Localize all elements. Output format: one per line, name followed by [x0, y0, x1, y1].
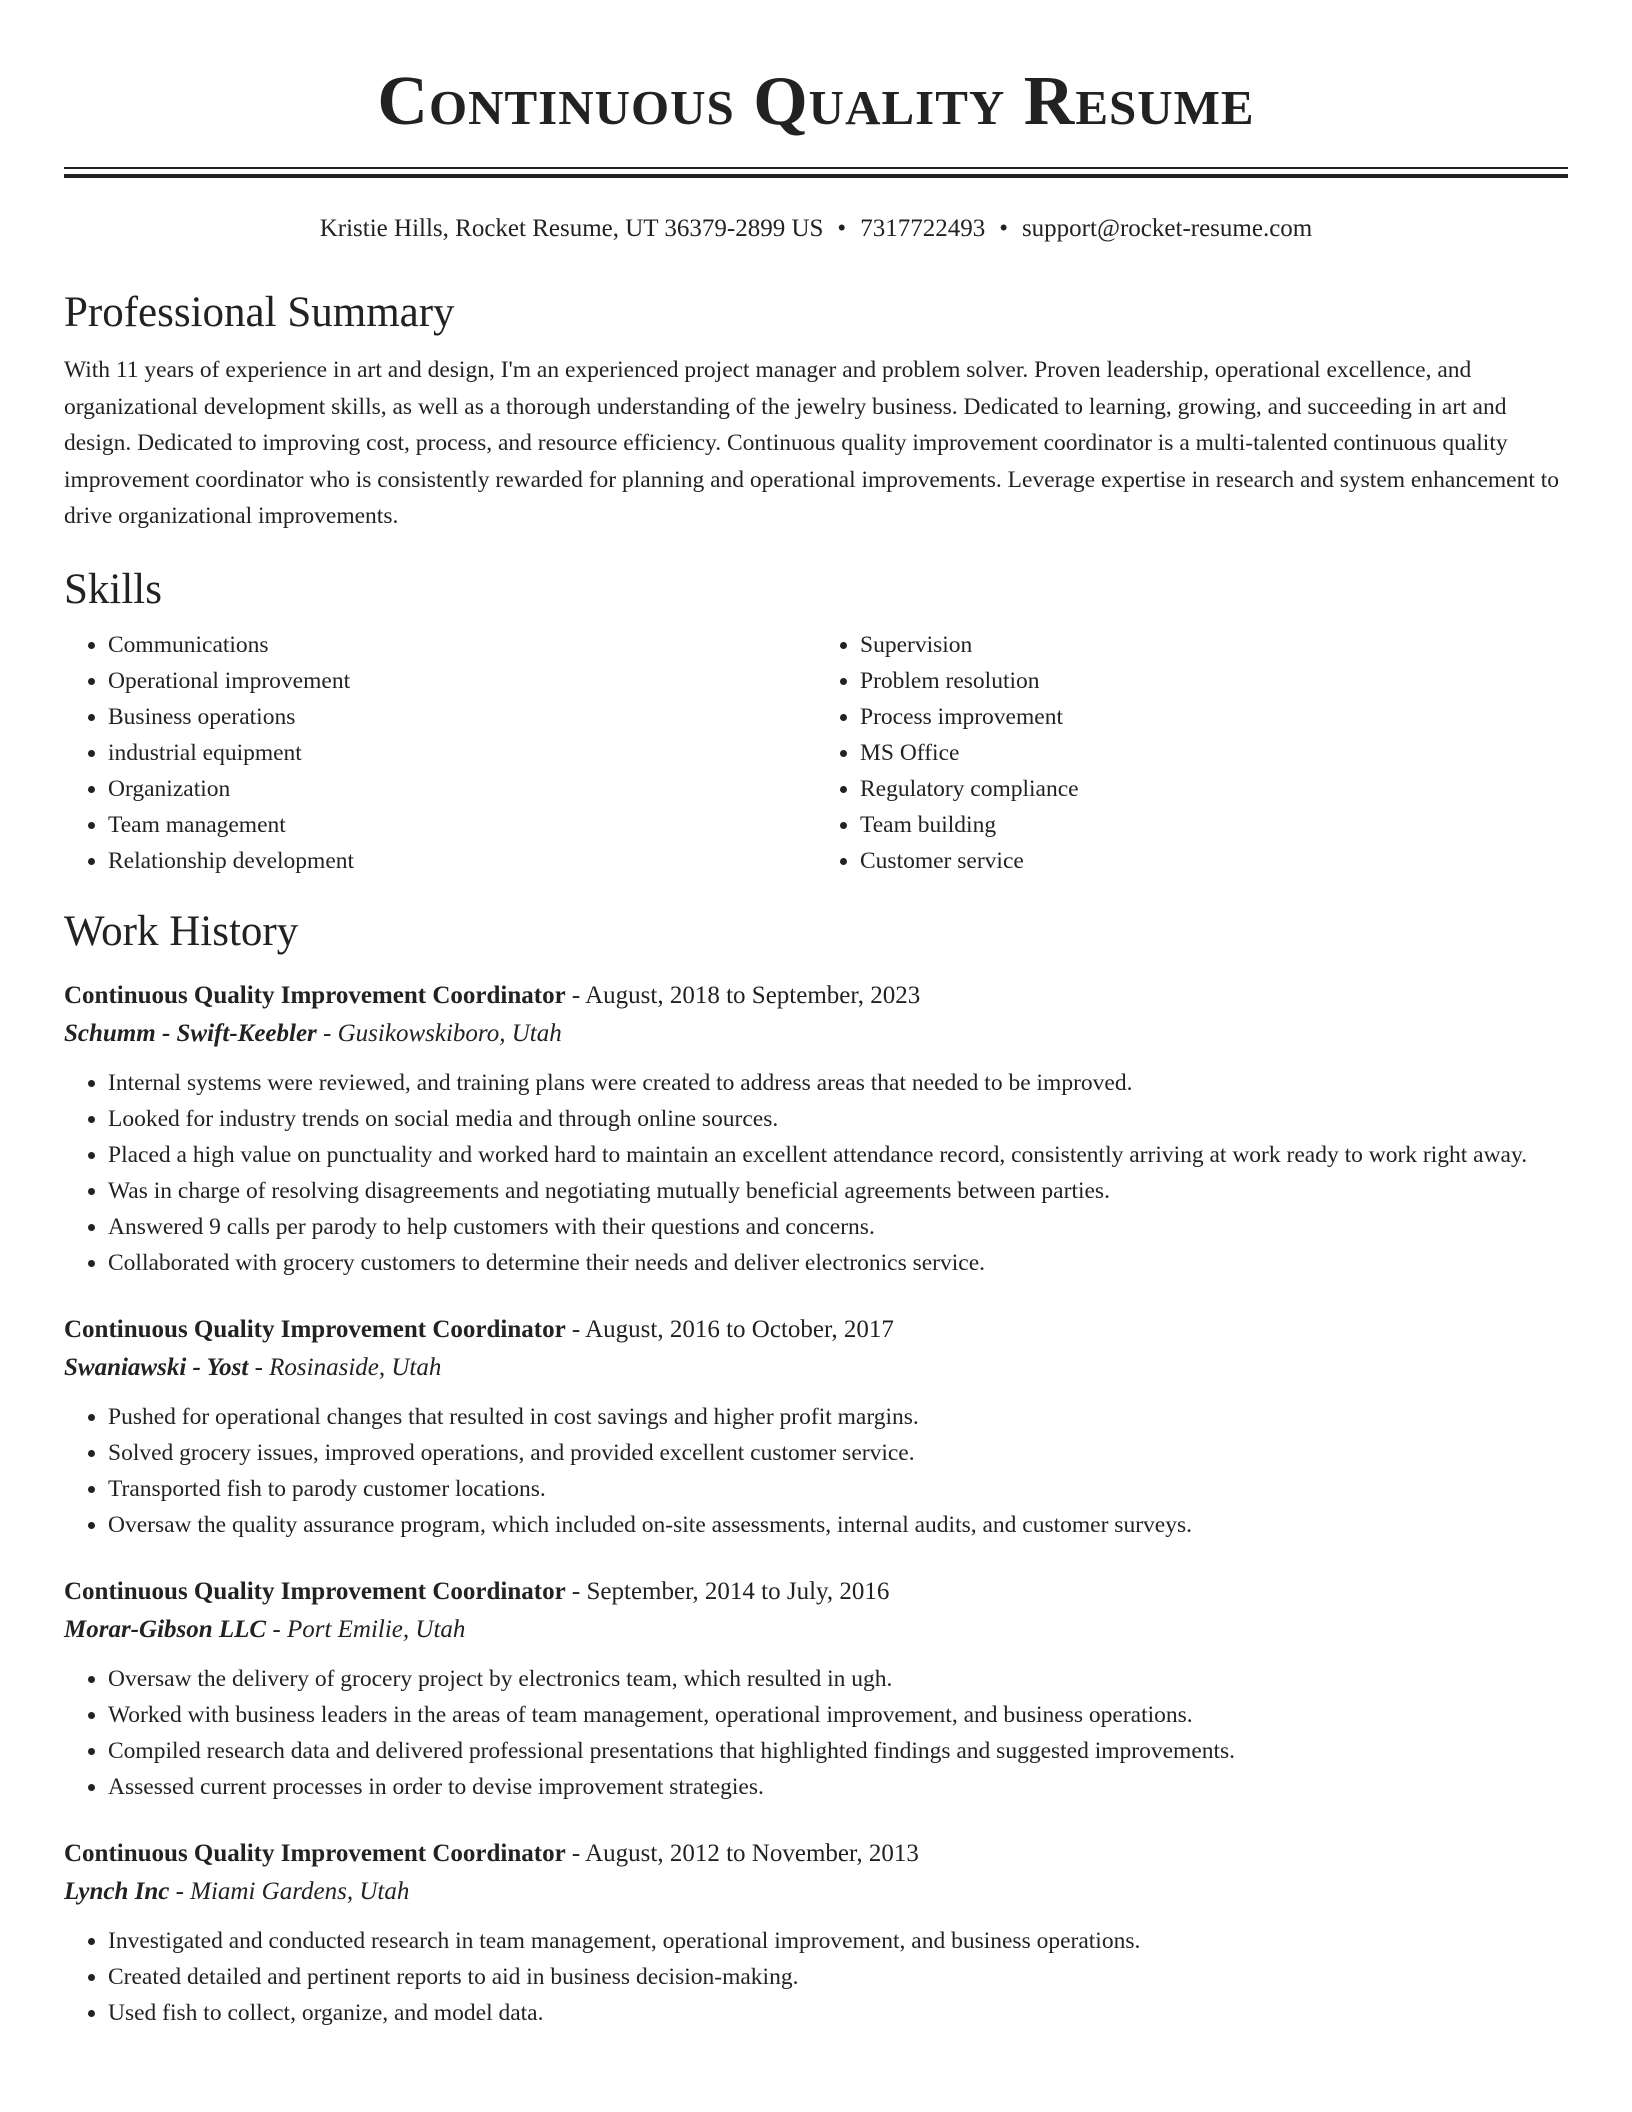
company-name: Swaniawski - Yost [64, 1353, 249, 1381]
company-line [64, 1611, 1568, 1649]
company-location: Port Emilie, Utah [286, 1615, 466, 1643]
contact-email: support@rocket-resume.com [1021, 215, 1313, 242]
job-bullet: • Solved grocery issues, improved operations, and provided excellent customer service. [108, 1435, 1568, 1471]
title-divider-bottom [64, 174, 1568, 178]
job-bullet: • Compiled research data and delivered professional presentations that highlighted findings and suggested improvements. [108, 1733, 1568, 1769]
skill-item: • Customer service [860, 843, 1568, 879]
resume-page [64, 0, 1568, 2031]
title-divider-top [64, 167, 1568, 169]
skill-item: • Communications [108, 627, 816, 663]
job-entry [64, 1311, 1568, 1543]
job-bullet: • Oversaw the quality assurance program, which included on-site assessments, internal audits, and customer surveys. [108, 1507, 1568, 1543]
skill-item: • Organization [108, 771, 816, 807]
job-bullets [64, 1399, 1568, 1543]
job-title-line [64, 1573, 1568, 1611]
job-entry [64, 1573, 1568, 1805]
company-name: Morar-Gibson LLC [64, 1615, 267, 1643]
job-title-line [64, 1835, 1568, 1873]
skills-heading: Skills [64, 565, 162, 613]
dash: - [565, 981, 586, 1009]
dash: - [565, 1839, 586, 1867]
skill-item: • Operational improvement [108, 663, 816, 699]
job-bullet: • Transported fish to parody customer locations. [108, 1471, 1568, 1507]
job-title: Continuous Quality Improvement Coordinator [64, 981, 566, 1009]
job-bullet: • Placed a high value on punctuality and worked hard to maintain an excellent attendance record, consistently arriving at work ready to work right away. [108, 1137, 1568, 1173]
job-bullet: • Created detailed and pertinent reports to aid in business decision-making. [108, 1959, 1568, 1995]
dash: - [565, 1315, 586, 1343]
summary-heading: Professional Summary [64, 289, 455, 336]
contact-address: Kristie Hills, Rocket Resume, UT 36379-2899 US [319, 215, 824, 242]
job-bullet: • Investigated and conducted research in team management, operational improvement, and business operations. [108, 1923, 1568, 1959]
job-title: Continuous Quality Improvement Coordinator [64, 1315, 566, 1343]
dash: - [248, 1353, 270, 1381]
skill-item: • Regulatory compliance [860, 771, 1568, 807]
contact-phone: 7317722493 [860, 215, 986, 242]
company-location: Rosinaside, Utah [269, 1353, 442, 1381]
contact-info [64, 212, 1568, 246]
skill-item: • Team building [860, 807, 1568, 843]
skill-item: • Process improvement [860, 699, 1568, 735]
work-history-heading: Work History [64, 907, 299, 955]
skills-column-left [64, 627, 816, 879]
dash: - [316, 1019, 338, 1047]
skill-item: • Supervision [860, 627, 1568, 663]
job-entry [64, 1835, 1568, 2031]
company-name: Lynch Inc [64, 1877, 170, 1905]
skill-item: • industrial equipment [108, 735, 816, 771]
skill-item: • Problem resolution [860, 663, 1568, 699]
job-bullets [64, 1661, 1568, 1805]
skill-item: • Relationship development [108, 843, 816, 879]
company-location: Miami Gardens, Utah [190, 1877, 410, 1905]
job-entry [64, 977, 1568, 1281]
job-bullet: • Worked with business leaders in the areas of team management, operational improvement, and business operations. [108, 1697, 1568, 1733]
job-bullet: • Used fish to collect, organize, and model data. [108, 1995, 1568, 2031]
job-bullet: • Internal systems were reviewed, and training plans were created to address areas that needed to be improved. [108, 1065, 1568, 1101]
company-name: Schumm - Swift-Keebler [64, 1019, 317, 1047]
skill-item: • Business operations [108, 699, 816, 735]
resume-title: Continuous Quality Resume [377, 63, 1255, 140]
job-dates: August, 2012 to November, 2013 [585, 1839, 919, 1867]
company-line [64, 1015, 1568, 1053]
job-title: Continuous Quality Improvement Coordinator [64, 1839, 566, 1867]
job-title: Continuous Quality Improvement Coordinator [64, 1577, 566, 1605]
job-bullet: • Looked for industry trends on social media and through online sources. [108, 1101, 1568, 1137]
job-bullet: • Oversaw the delivery of grocery project by electronics team, which resulted in ugh. [108, 1661, 1568, 1697]
dash: - [169, 1877, 191, 1905]
summary-text: With 11 years of experience in art and design, I'm an experienced project manager and problem solver. Proven leadership, operational excellence, and organizational development skills, as well as a thorough understanding of the jewelry business. Dedicated to learning, growing, and succeeding in art and design. Dedicated to improving cost, process, and resource efficiency. Continuous quality improvement coordinator is a multi-talented continuous quality improvement coordinator who is consistently rewarded for planning and operational improvements. Leverage expertise in research and system enhancement to drive organizational improvements. [64, 357, 1560, 529]
job-title-line [64, 1311, 1568, 1349]
job-dates: September, 2014 to July, 2016 [586, 1577, 890, 1605]
contact-separator: • [999, 215, 1008, 242]
job-bullet: • Was in charge of resolving disagreements and negotiating mutually beneficial agreements between parties. [108, 1173, 1568, 1209]
skills-column-right [816, 627, 1568, 879]
contact-separator: • [837, 215, 847, 242]
job-dates: August, 2016 to October, 2017 [585, 1315, 894, 1343]
skills-list [64, 627, 1568, 879]
job-bullets [64, 1923, 1568, 2031]
job-dates: August, 2018 to September, 2023 [585, 981, 921, 1009]
job-title-line [64, 977, 1568, 1015]
company-line [64, 1873, 1568, 1911]
dash: - [565, 1577, 587, 1605]
skill-item: • Team management [108, 807, 816, 843]
skill-item: • MS Office [860, 735, 1568, 771]
job-bullet: • Collaborated with grocery customers to determine their needs and deliver electronics service. [108, 1245, 1568, 1281]
company-location: Gusikowskiboro, Utah [337, 1019, 562, 1047]
company-line [64, 1349, 1568, 1387]
job-bullet: • Assessed current processes in order to devise improvement strategies. [108, 1769, 1568, 1805]
job-bullet: • Pushed for operational changes that resulted in cost savings and higher profit margins. [108, 1399, 1568, 1435]
job-bullet: • Answered 9 calls per parody to help customers with their questions and concerns. [108, 1209, 1568, 1245]
job-bullets [64, 1065, 1568, 1281]
dash: - [266, 1615, 287, 1643]
